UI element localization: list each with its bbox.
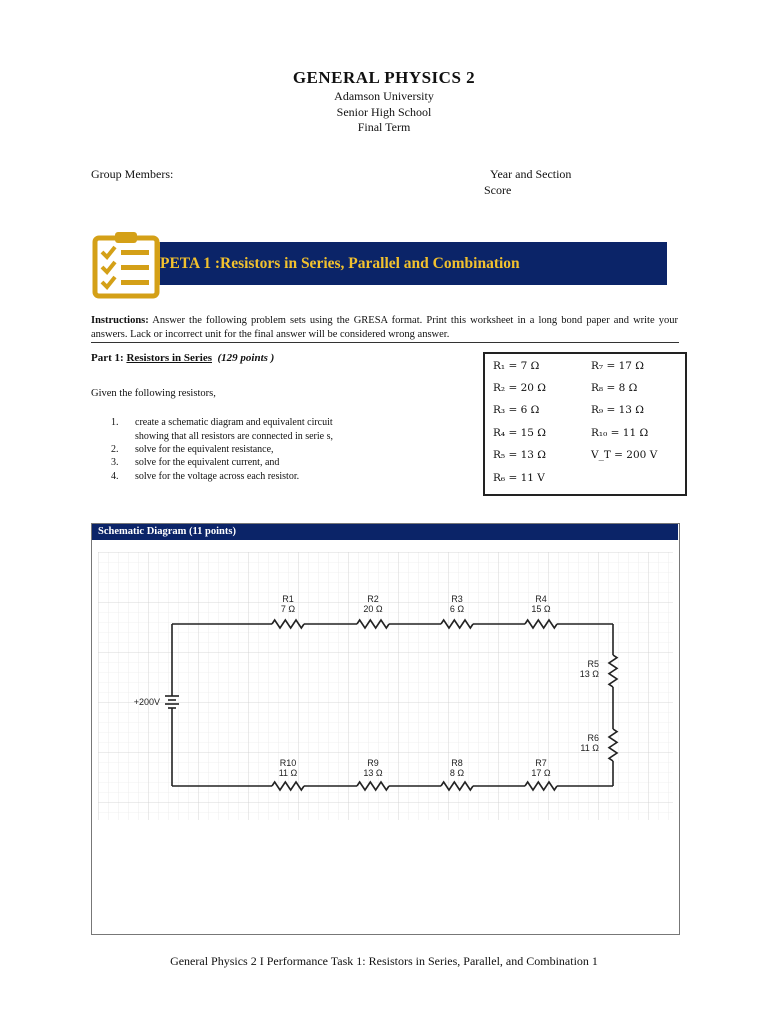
resistor-value: R₉ = 13 Ω xyxy=(591,404,644,416)
resistor-value: R₄ = 15 Ω xyxy=(493,427,546,439)
task-item: 4. solve for the voltage across each resistor. xyxy=(111,471,300,482)
term-label: Final Term xyxy=(357,120,411,134)
clipboard-checklist-icon xyxy=(88,228,168,300)
resistor-value-label: 7 Ω xyxy=(280,604,296,614)
resistor-name: R3 xyxy=(451,594,463,604)
banner-title: PETA 1 :Resistors in Series, Parallel and Combination xyxy=(160,255,520,272)
schematic-heading: Schematic Diagram (11 points) xyxy=(92,524,678,540)
resistor-name: R2 xyxy=(367,594,379,604)
resistor-value: R₆ = 11 V xyxy=(493,472,545,484)
score-label: Score xyxy=(484,183,512,197)
resistor-name: R1 xyxy=(282,594,294,604)
part1-heading xyxy=(91,352,274,364)
resistor-name: R8 xyxy=(451,758,463,768)
resistor-name: R6 xyxy=(587,733,599,743)
resistor-value-label: 17 Ω xyxy=(531,768,551,778)
part1-label: Part 1: xyxy=(91,352,127,364)
given-text: Given the following resistors, xyxy=(91,388,216,399)
task-item: showing that all resistors are connected in serie s, xyxy=(135,431,333,442)
resistor-value: R₁₀ = 11 Ω xyxy=(591,427,649,439)
part1-topic: Resistors in Series xyxy=(126,352,212,364)
resistor-value-label: 13 Ω xyxy=(579,669,599,679)
page-footer: General Physics 2 I Performance Task 1: Resistors in Series, Parallel, and Combination 1 xyxy=(170,954,598,968)
instructions xyxy=(91,314,678,342)
resistor-value: R₈ = 8 Ω xyxy=(591,382,638,394)
resistor-value-label: 20 Ω xyxy=(363,604,383,614)
resistor-value: R₂ = 20 Ω xyxy=(493,382,546,394)
resistor-value-label: 11 Ω xyxy=(278,768,298,778)
grid-background xyxy=(98,552,673,820)
resistor-name: R10 xyxy=(279,758,297,768)
resistor-value: R₃ = 6 Ω xyxy=(493,404,540,416)
resistor-value: V_T = 200 V xyxy=(591,449,658,461)
resistor-name: R7 xyxy=(535,758,547,768)
resistor-value-label: 11 Ω xyxy=(580,743,599,753)
school-name: Adamson University xyxy=(334,89,434,103)
resistor-name: R4 xyxy=(535,594,547,604)
resistor-value-label: 15 Ω xyxy=(531,604,551,614)
year-section-label: Year and Section xyxy=(490,167,572,181)
resistor-value: R₅ = 13 Ω xyxy=(493,449,546,461)
task-item: 1. create a schematic diagram and equivalent circuit xyxy=(111,417,333,428)
resistor-value-label: 6 Ω xyxy=(449,604,465,614)
resistor-name: R9 xyxy=(367,758,379,768)
instructions-label: Instructions: xyxy=(91,315,149,326)
resistor-value: R₁ = 7 Ω xyxy=(493,360,540,372)
task-item: 2. solve for the equivalent resistance, xyxy=(111,444,274,455)
part1-points: (129 points ) xyxy=(217,352,275,364)
resistor-value: R₇ = 17 Ω xyxy=(591,360,644,372)
resistor-value-label: 13 Ω xyxy=(363,768,383,778)
instructions-text: Answer the following problem sets using the GRESA format. Print this worksheet in a long bond paper and write your answers. Lack or incorrect unit for the final answer will be considered wrong answer. xyxy=(91,315,678,340)
task-item: 3. solve for the equivalent current, and xyxy=(111,457,280,468)
divider xyxy=(91,342,679,343)
resistor-name: R5 xyxy=(587,659,599,669)
schematic-diagram xyxy=(98,552,673,820)
resistor-value-label: 8 Ω xyxy=(449,768,465,778)
page-title: GENERAL PHYSICS 2 xyxy=(292,68,476,87)
group-members-label: Group Members: xyxy=(91,167,174,181)
school-level: Senior High School xyxy=(336,105,432,119)
source-label: +200V xyxy=(133,697,160,707)
